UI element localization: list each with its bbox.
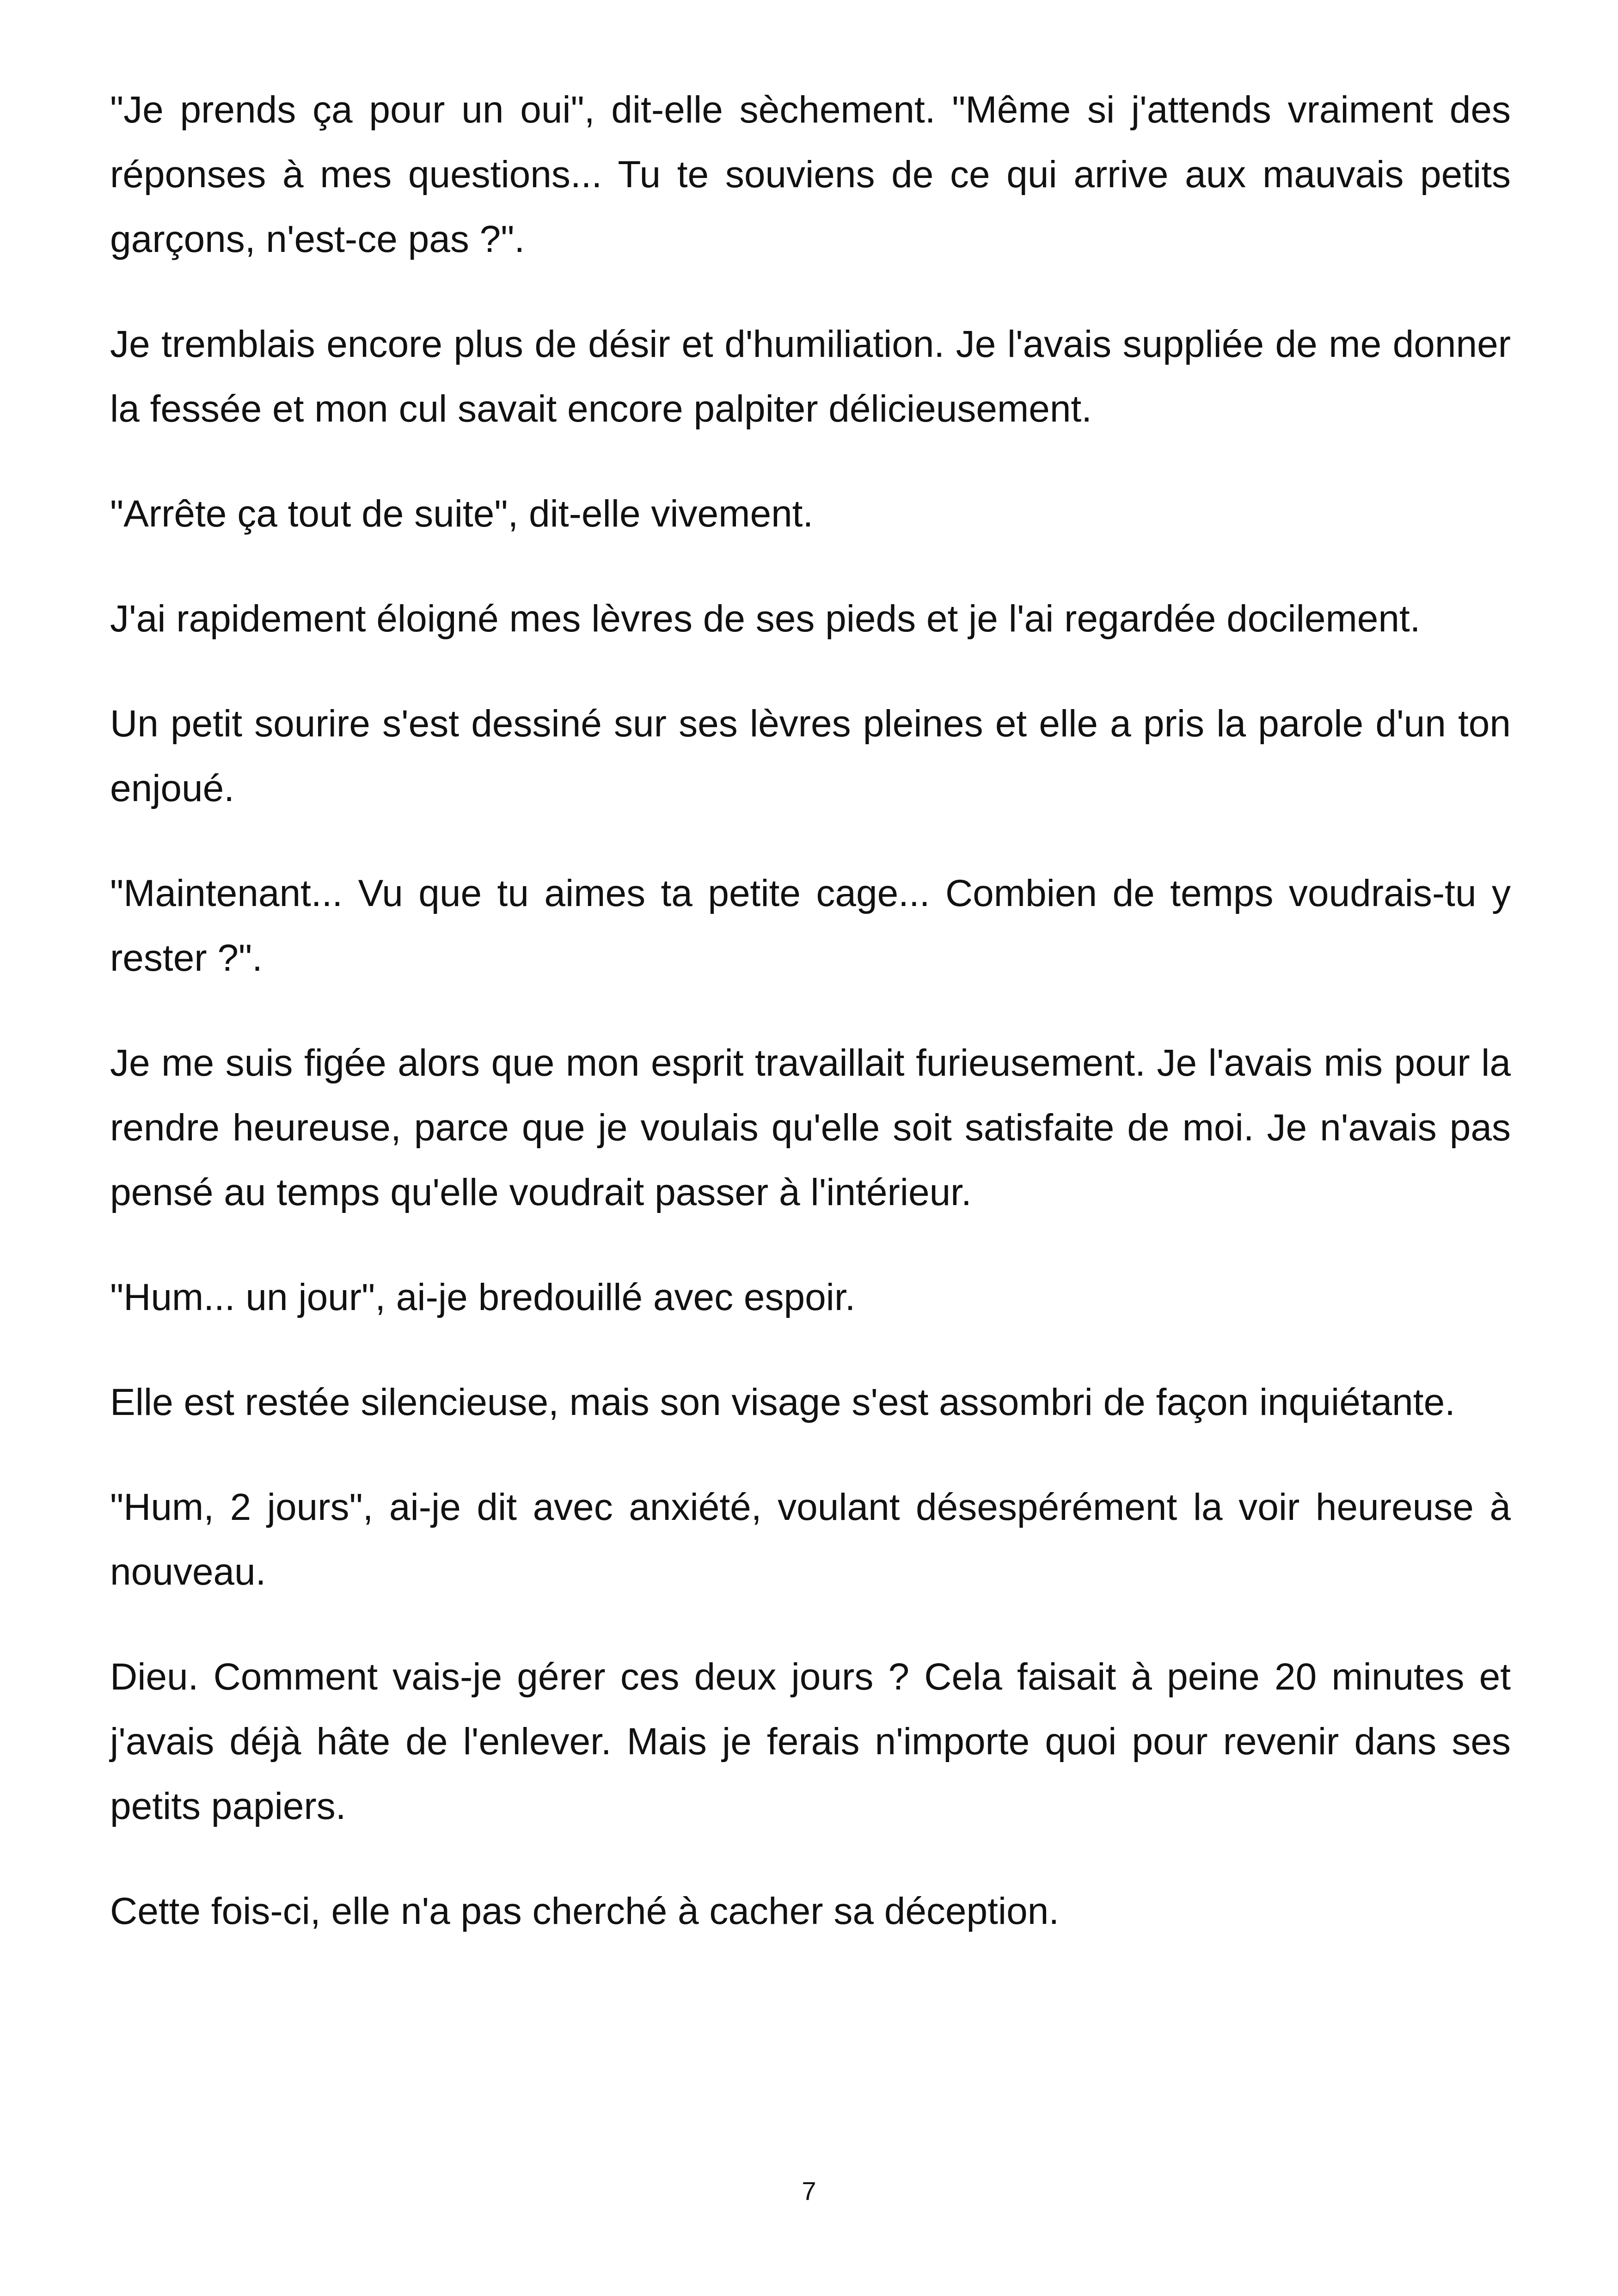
paragraph: Je me suis figée alors que mon esprit travaillait furieusement. Je l'avais mis pour la rendre heureuse, parce que je voulais qu'elle soit satisfaite de moi. Je n'avais pas pensé au temps qu'elle voudrait passer à l'intérieur. [110, 1042, 1511, 1213]
paragraph: Elle est restée silencieuse, mais son visage s'est assombri de façon inquiétante. [110, 1381, 1455, 1423]
paragraph: Je tremblais encore plus de désir et d'humiliation. Je l'avais suppliée de me donner la fessée et mon cul savait encore palpiter délicieusement. [110, 323, 1511, 430]
paragraph: "Arrête ça tout de suite", dit-elle vivement. [110, 493, 814, 535]
paragraph: Un petit sourire s'est dessiné sur ses lèvres pleines et elle a pris la parole d'un ton enjoué. [110, 703, 1511, 809]
page-number: 7 [802, 2176, 816, 2205]
paragraph: "Hum, 2 jours", ai-je dit avec anxiété, voulant désespérément la voir heureuse à nouveau. [110, 1486, 1511, 1593]
paragraph: J'ai rapidement éloigné mes lèvres de ses pieds et je l'ai regardée docilement. [110, 598, 1421, 640]
paragraph: Dieu. Comment vais-je gérer ces deux jours ? Cela faisait à peine 20 minutes et j'avais déjà hâte de l'enlever. Mais je ferais n'importe quoi pour revenir dans ses petits papiers. [110, 1656, 1511, 1827]
document-body [110, 78, 1511, 1984]
paragraph: Cette fois-ci, elle n'a pas cherché à cacher sa déception. [110, 1890, 1060, 1932]
paragraph: "Hum... un jour", ai-je bredouillé avec espoir. [110, 1276, 856, 1318]
paragraph: "Maintenant... Vu que tu aimes ta petite cage... Combien de temps voudrais-tu y rester ?". [110, 872, 1511, 979]
paragraph: "Je prends ça pour un oui", dit-elle sèchement. "Même si j'attends vraiment des réponses à mes questions... Tu te souviens de ce qui arrive aux mauvais petits garçons, n'est-ce pas ?". [110, 89, 1511, 260]
